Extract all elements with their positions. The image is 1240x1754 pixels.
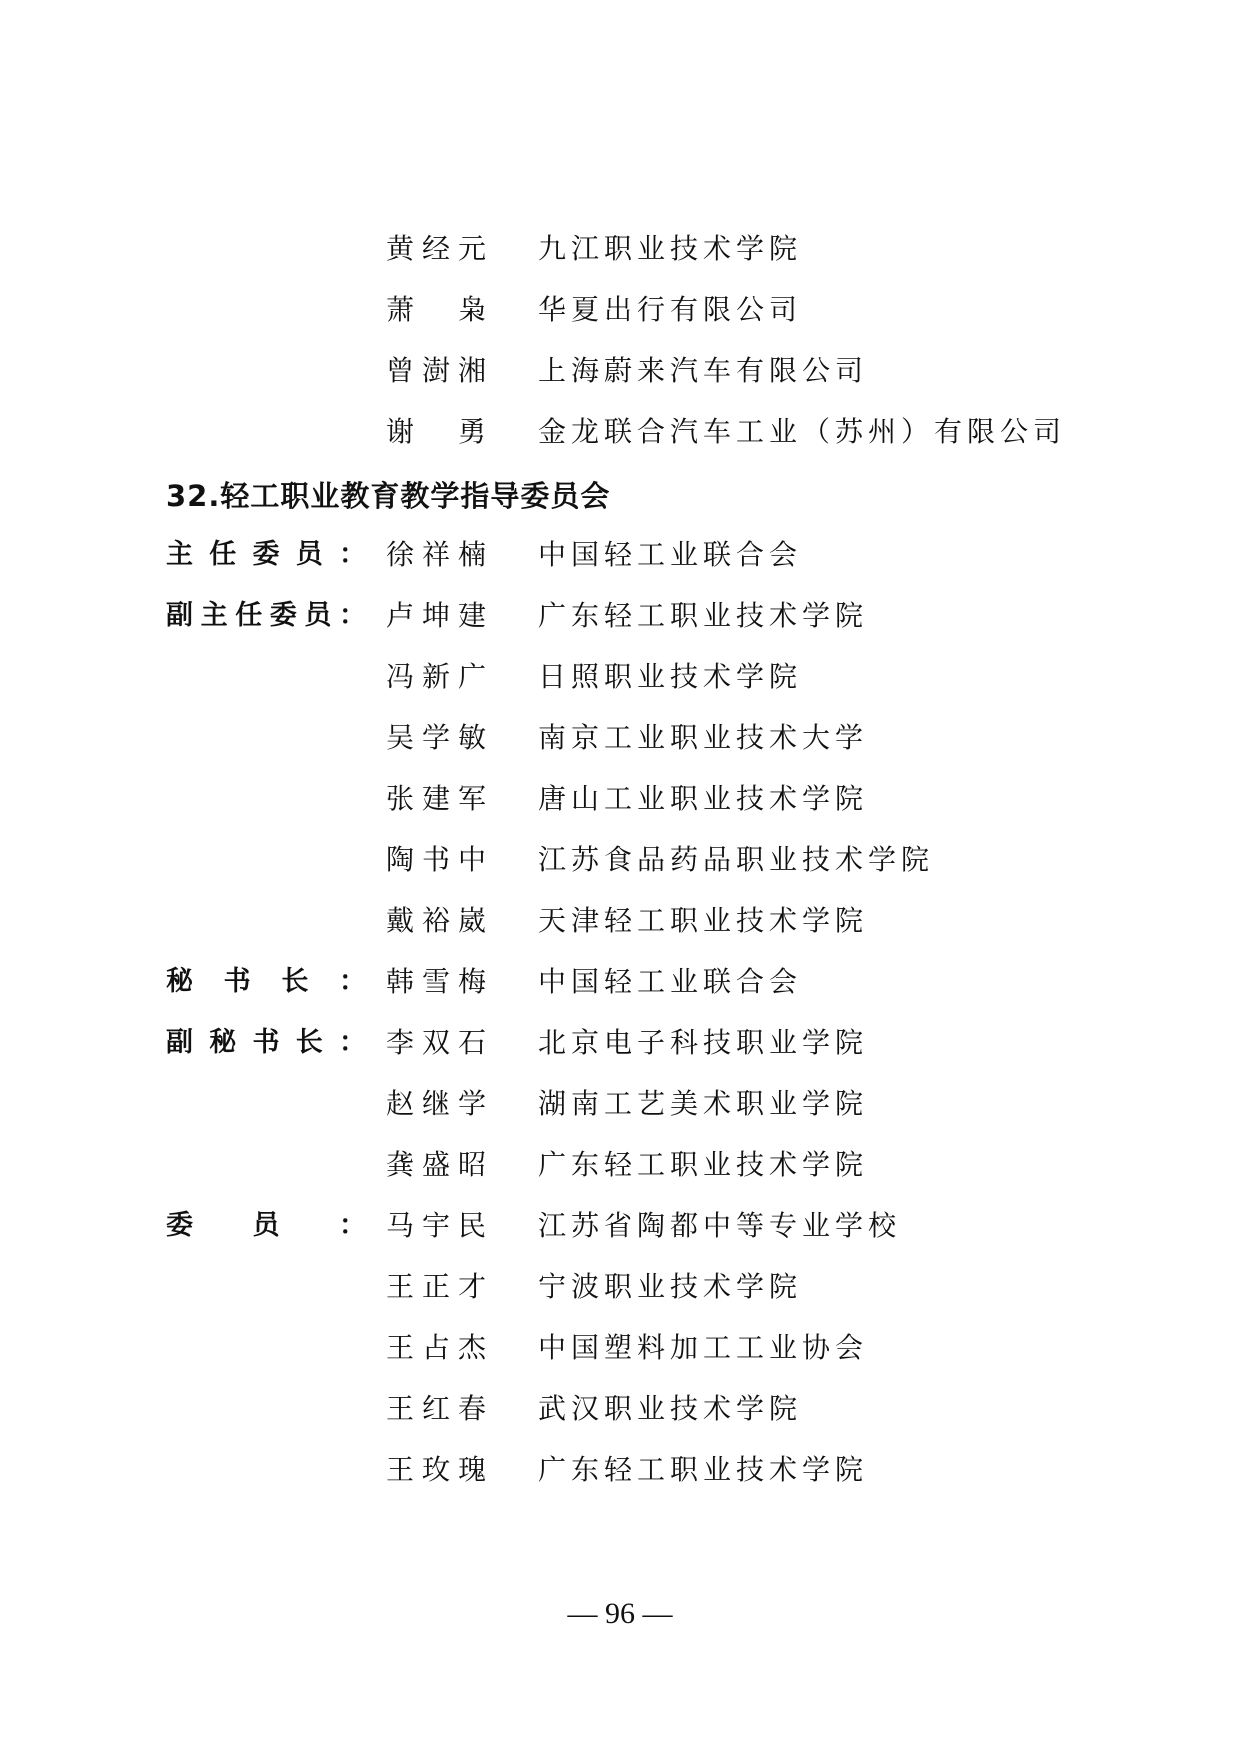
member-row — [0, 279, 1240, 341]
role-label — [166, 1453, 366, 1487]
member-row — [0, 524, 1240, 586]
member-row — [0, 340, 1240, 402]
member-row — [0, 1195, 1240, 1257]
member-row — [0, 1012, 1240, 1074]
member-organization: 广东轻工职业技术学院 — [538, 1148, 869, 1181]
member-organization: 湖南工艺美术职业学院 — [538, 1087, 869, 1120]
member-row — [0, 768, 1240, 830]
member-row — [0, 1073, 1240, 1135]
role-label — [166, 1392, 366, 1426]
role-label — [166, 843, 366, 877]
role-label: 副 秘 书 长 ： — [166, 1027, 366, 1058]
role-label — [166, 1270, 366, 1304]
member-name: 马 宇 民 — [386, 1209, 486, 1242]
member-row — [0, 1256, 1240, 1318]
member-name: 黄 经 元 — [386, 232, 486, 265]
member-name: 徐 祥 楠 — [386, 538, 486, 571]
role-label — [166, 1087, 366, 1121]
member-row — [0, 707, 1240, 769]
member-organization: 金龙联合汽车工业（苏州）有限公司 — [538, 415, 1067, 448]
member-organization: 广东轻工职业技术学院 — [538, 1453, 869, 1486]
role-label — [166, 660, 366, 694]
member-organization: 南京工业职业技术大学 — [538, 721, 869, 754]
member-row — [0, 951, 1240, 1013]
role-label: 副 主 任 委 员 ： — [166, 600, 366, 631]
member-name: 戴 裕 崴 — [386, 904, 486, 937]
role-label: 委 员 ： — [166, 1210, 366, 1241]
member-organization: 中国塑料加工工业协会 — [538, 1331, 869, 1364]
member-row — [0, 401, 1240, 463]
member-name: 王 红 春 — [386, 1392, 486, 1425]
member-organization: 江苏省陶都中等专业学校 — [538, 1209, 902, 1242]
member-organization: 中国轻工业联合会 — [538, 965, 803, 998]
member-organization: 唐山工业职业技术学院 — [538, 782, 869, 815]
member-name: 曾 澍 湘 — [386, 354, 486, 387]
member-name: 韩 雪 梅 — [386, 965, 486, 998]
member-row — [0, 1378, 1240, 1440]
role-label — [166, 1331, 366, 1365]
role-label — [166, 782, 366, 816]
member-organization: 武汉职业技术学院 — [538, 1392, 803, 1425]
member-name: 卢 坤 建 — [386, 599, 486, 632]
member-name: 李 双 石 — [386, 1026, 486, 1059]
role-label: 主 任 委 员 ： — [166, 539, 366, 570]
member-organization: 宁波职业技术学院 — [538, 1270, 803, 1303]
section-heading: 32.轻工职业教育教学指导委员会 — [166, 479, 611, 513]
member-name: 王 玫 瑰 — [386, 1453, 486, 1486]
member-organization: 中国轻工业联合会 — [538, 538, 803, 571]
member-organization: 江苏食品药品职业技术学院 — [538, 843, 935, 876]
role-label — [166, 904, 366, 938]
member-row — [0, 218, 1240, 280]
member-row — [0, 585, 1240, 647]
member-organization: 九江职业技术学院 — [538, 232, 803, 265]
member-name: 谢 勇 — [386, 415, 486, 448]
member-name: 王 正 才 — [386, 1270, 486, 1303]
member-row — [0, 646, 1240, 708]
member-name: 萧 枭 — [386, 293, 486, 326]
member-name: 龚 盛 昭 — [386, 1148, 486, 1181]
member-name: 赵 继 学 — [386, 1087, 486, 1120]
member-organization: 上海蔚来汽车有限公司 — [538, 354, 869, 387]
member-name: 王 占 杰 — [386, 1331, 486, 1364]
role-label: 秘 书 长 ： — [166, 966, 366, 997]
member-name: 张 建 军 — [386, 782, 486, 815]
member-name: 吴 学 敏 — [386, 721, 486, 754]
role-label — [166, 721, 366, 755]
member-organization: 华夏出行有限公司 — [538, 293, 803, 326]
page-number: — 96 — — [567, 1597, 673, 1630]
member-name: 冯 新 广 — [386, 660, 486, 693]
member-row — [0, 1439, 1240, 1501]
member-row — [0, 890, 1240, 952]
role-label — [166, 1148, 366, 1182]
member-row — [0, 829, 1240, 891]
member-organization: 北京电子科技职业学院 — [538, 1026, 869, 1059]
member-row — [0, 1317, 1240, 1379]
member-name: 陶 书 中 — [386, 843, 486, 876]
member-organization: 日照职业技术学院 — [538, 660, 803, 693]
member-row — [0, 1134, 1240, 1196]
member-organization: 广东轻工职业技术学院 — [538, 599, 869, 632]
member-organization: 天津轻工职业技术学院 — [538, 904, 869, 937]
